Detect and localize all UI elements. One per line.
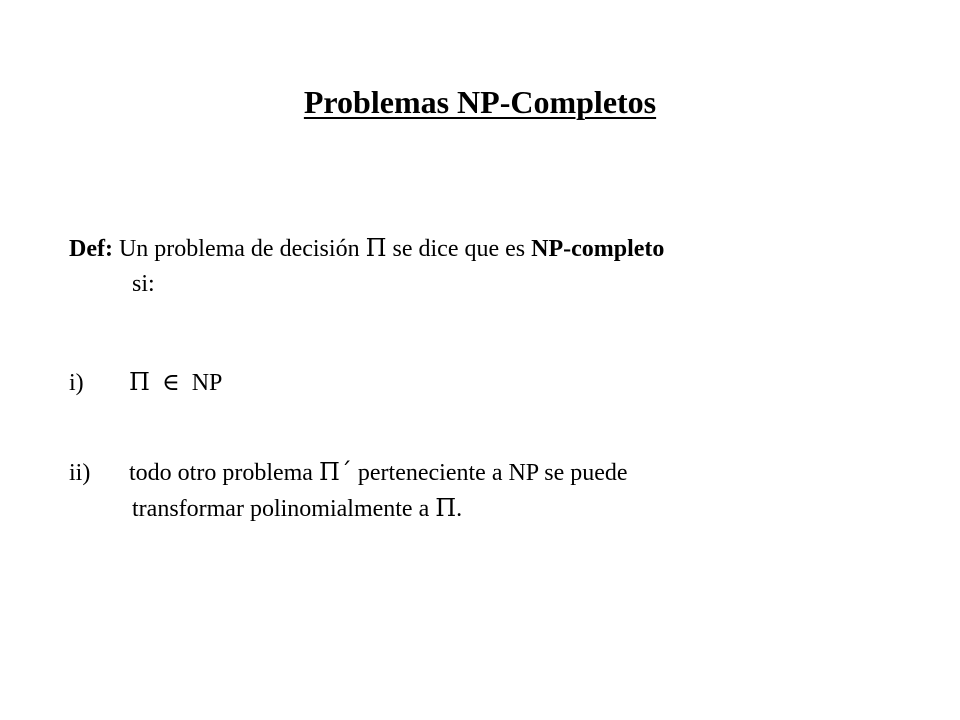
condition-ii-marker: ii) <box>69 460 91 486</box>
condition-ii-period: . <box>456 496 463 522</box>
definition-line <box>69 230 889 267</box>
condition-ii-continuation-text: transformar polinomialmente a <box>132 496 436 522</box>
definition-term: NP-completo <box>531 236 665 262</box>
condition-ii-text-before: todo otro problema <box>129 460 319 486</box>
condition-i-symbol: Π <box>129 368 150 396</box>
definition-text-middle: se dice que es <box>386 236 532 262</box>
pi-prime-symbol: Π´ <box>318 458 352 486</box>
condition-i-set: NP <box>191 370 223 396</box>
condition-i <box>69 364 222 401</box>
condition-ii-text-after: perteneciente a NP se puede <box>351 460 628 486</box>
definition-text-before: Un problema de decisión <box>112 236 366 262</box>
condition-ii-continuation <box>132 490 462 527</box>
condition-ii <box>69 454 628 491</box>
element-of-symbol: ∈ <box>161 368 180 396</box>
slide-title: Problemas NP-Completos <box>303 84 657 120</box>
definition-continuation: si: <box>132 271 155 297</box>
pi-symbol: Π <box>365 234 387 262</box>
definition-label: Def: <box>69 236 113 262</box>
condition-i-marker: i) <box>69 370 84 396</box>
condition-ii-pi-symbol: Π <box>435 494 457 522</box>
